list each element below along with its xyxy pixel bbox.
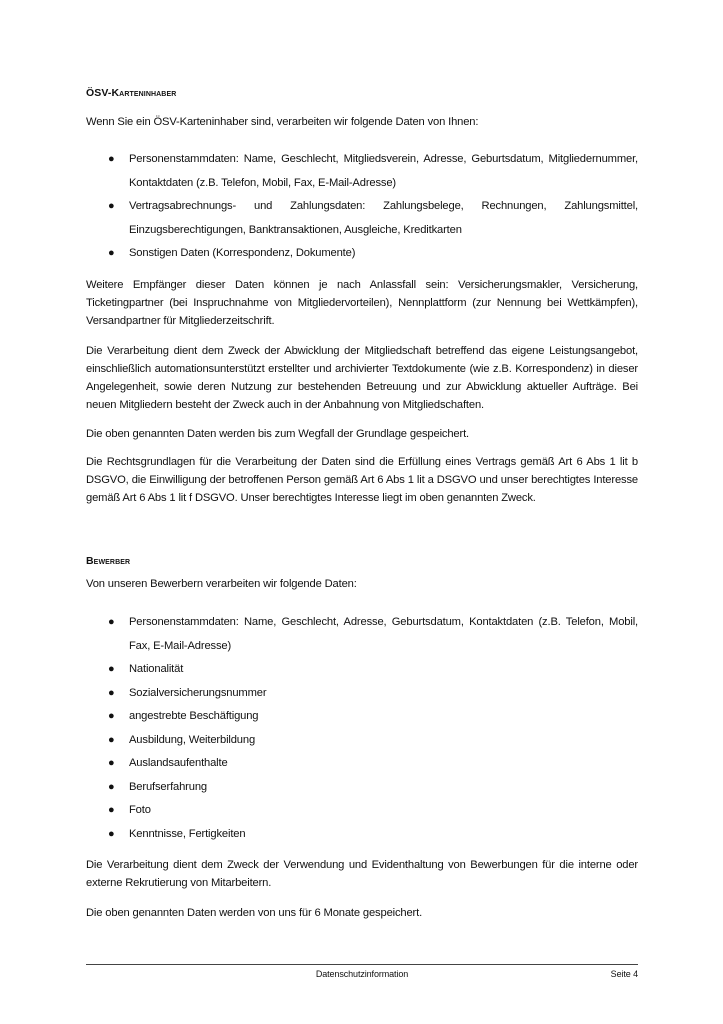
list-item: ● Nationalität (86, 658, 638, 682)
footer-divider (86, 964, 638, 965)
bullet-icon: ● (108, 710, 115, 722)
bullet-icon: ● (108, 733, 115, 746)
paragraph: Die oben genannten Daten werden bis zum Wegfall der Grundlage gespeichert. (86, 428, 469, 440)
list-item: ● Sozialversicherungsnummer (86, 682, 638, 706)
list-item: ● angestrebte Beschäftigung (86, 705, 638, 729)
paragraph: Die oben genannten Daten werden von uns für 6 Monate gespeichert. (86, 907, 423, 919)
bullet-icon: ● (108, 827, 115, 840)
list-item: ● Foto (86, 799, 638, 823)
applicant-data-list (86, 611, 638, 846)
paragraph: Die Verarbeitung dient dem Zweck der Verwendung und Evidenthaltung von Bewerbungen für die interne oder externe Rekrutierung von Mitarbeitern. (86, 859, 638, 889)
page-number: Seite 4 (610, 969, 638, 979)
section-intro: Von unseren Bewerbern verarbeiten wir folgende Daten: (86, 578, 357, 590)
paragraph: Die Verarbeitung dient dem Zweck der Abwicklung der Mitgliedschaft betreffend das eigene Leistungsangebot, einschließlich automationsunterstützt erstellter und archivierter Textdokumente (wie z.B. Korrespondenz) in dieser Angelegenheit, sowie deren Nutzung zur bestehenden Betreuung und zur Abwicklung aktueller Aufträge. Bei neuen Mitgliedern besteht der Zweck auch in der Anbahnung von Mitgliedschaften. (86, 345, 638, 411)
list-item: ● Berufserfahrung (86, 776, 638, 800)
list-item: ● Personenstammdaten: Name, Geschlecht, Adresse, Geburtsdatum, Kontaktdaten (z.B. Telefon, Mobil, Fax, E-Mail-Adresse) (86, 611, 638, 658)
bullet-icon: ● (108, 804, 115, 816)
bullet-icon: ● (108, 780, 115, 793)
list-item: ● Vertragsabrechnungs- und Zahlungsdaten: Zahlungsbelege, Rechnungen, Zahlungsmittel, Einzugsberechtigungen, Banktransaktionen, Ausgleiche, Kreditkarten (86, 195, 638, 242)
bullet-icon: ● (108, 153, 115, 165)
list-item: ● Sonstigen Daten (Korrespondenz, Dokumente) (86, 242, 638, 266)
list-item: ● Kenntnisse, Fertigkeiten (86, 823, 638, 847)
data-category-list (86, 148, 638, 266)
footer-title: Datenschutzinformation (315, 969, 409, 979)
section-intro: Wenn Sie ein ÖSV-Karteninhaber sind, verarbeiten wir folgende Daten von Ihnen: (86, 116, 479, 128)
list-item: ● Personenstammdaten: Name, Geschlecht, Mitgliedsverein, Adresse, Geburtsdatum, Mitgliedernummer, Kontaktdaten (z.B. Telefon, Mobil, Fax, E-Mail-Adresse) (86, 148, 638, 195)
bullet-icon: ● (108, 686, 115, 699)
section-heading-bewerber: Bewerber (86, 555, 131, 567)
bullet-icon: ● (108, 247, 115, 259)
paragraph: Weitere Empfänger dieser Daten können je nach Anlassfall sein: Versicherungsmakler, Versicherung, Ticketingpartner (bei Inspruchnahme von Mitgliedervorteilen), Nennplattform (zur Nennung bei Wettkämpfen), Versandpartner für Mitgliederzeitschrift. (86, 279, 638, 327)
bullet-icon: ● (108, 200, 115, 212)
bullet-icon: ● (108, 616, 115, 628)
list-item: ● Ausbildung, Weiterbildung (86, 729, 638, 753)
list-item: ● Auslandsaufenthalte (86, 752, 638, 776)
bullet-icon: ● (108, 757, 115, 769)
bullet-icon: ● (108, 663, 115, 675)
section-heading-oesv-karteninhaber: ÖSV-Karteninhaber (86, 87, 177, 99)
paragraph: Die Rechtsgrundlagen für die Verarbeitung der Daten sind die Erfüllung eines Vertrags gemäß Art 6 Abs 1 lit b DSGVO, die Einwilligung der betroffenen Person gemäß Art 6 Abs 1 lit a DSGVO und unser berechtigtes Interesse gemäß Art 6 Abs 1 lit f DSGVO. Unser berechtigtes Interesse liegt im oben genannten Zweck. (86, 456, 638, 504)
